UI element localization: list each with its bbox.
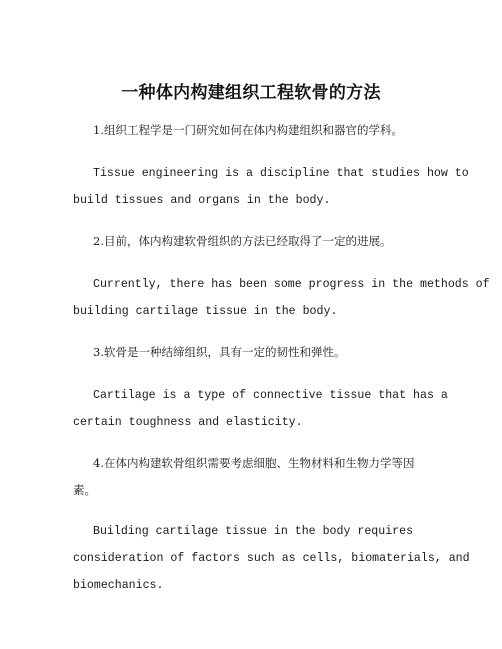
paragraph-line: Currently, there has been some progress in the methods of: [93, 278, 490, 291]
paragraph-line: Cartilage is a type of connective tissue that has a: [93, 389, 448, 402]
paragraph-zh-2: [73, 228, 445, 255]
paragraph-en-4: [73, 518, 470, 599]
paragraph-line: Tissue engineering is a discipline that studies how to: [93, 167, 469, 180]
paragraph-line: biomechanics.: [73, 579, 164, 592]
document-title: 一种体内构建组织工程软骨的方法: [121, 83, 381, 103]
paragraph-en-2: [73, 271, 490, 325]
paragraph-line: 1.组织工程学是一门研究如何在体内构建组织和器官的学科。: [93, 123, 403, 137]
paragraph-line: building cartilage tissue in the body.: [73, 305, 338, 318]
paragraph-line: Building cartilage tissue in the body requires: [93, 525, 414, 538]
paragraph-zh-3: [73, 339, 445, 366]
paragraph-en-3: [73, 382, 448, 436]
paragraph-line: 2.目前，体内构建软骨组织的方法已经取得了一定的进展。: [93, 234, 392, 248]
paragraph-zh-1: [73, 117, 445, 144]
paragraph-en-1: [73, 160, 469, 214]
paragraph-line: certain toughness and elasticity.: [73, 416, 303, 429]
paragraph-line: 3.软骨是一种结缔组织，具有一定的韧性和弹性。: [93, 345, 346, 359]
paragraph-line: 4.在体内构建软骨组织需要考虑细胞、生物材料和生物力学等因: [93, 456, 415, 470]
paragraph-line: consideration of factors such as cells, biomaterials, and: [73, 552, 470, 565]
paragraph-zh-4: [73, 450, 445, 504]
paragraph-line: 素。: [73, 483, 96, 497]
paragraph-line: build tissues and organs in the body.: [73, 194, 331, 207]
